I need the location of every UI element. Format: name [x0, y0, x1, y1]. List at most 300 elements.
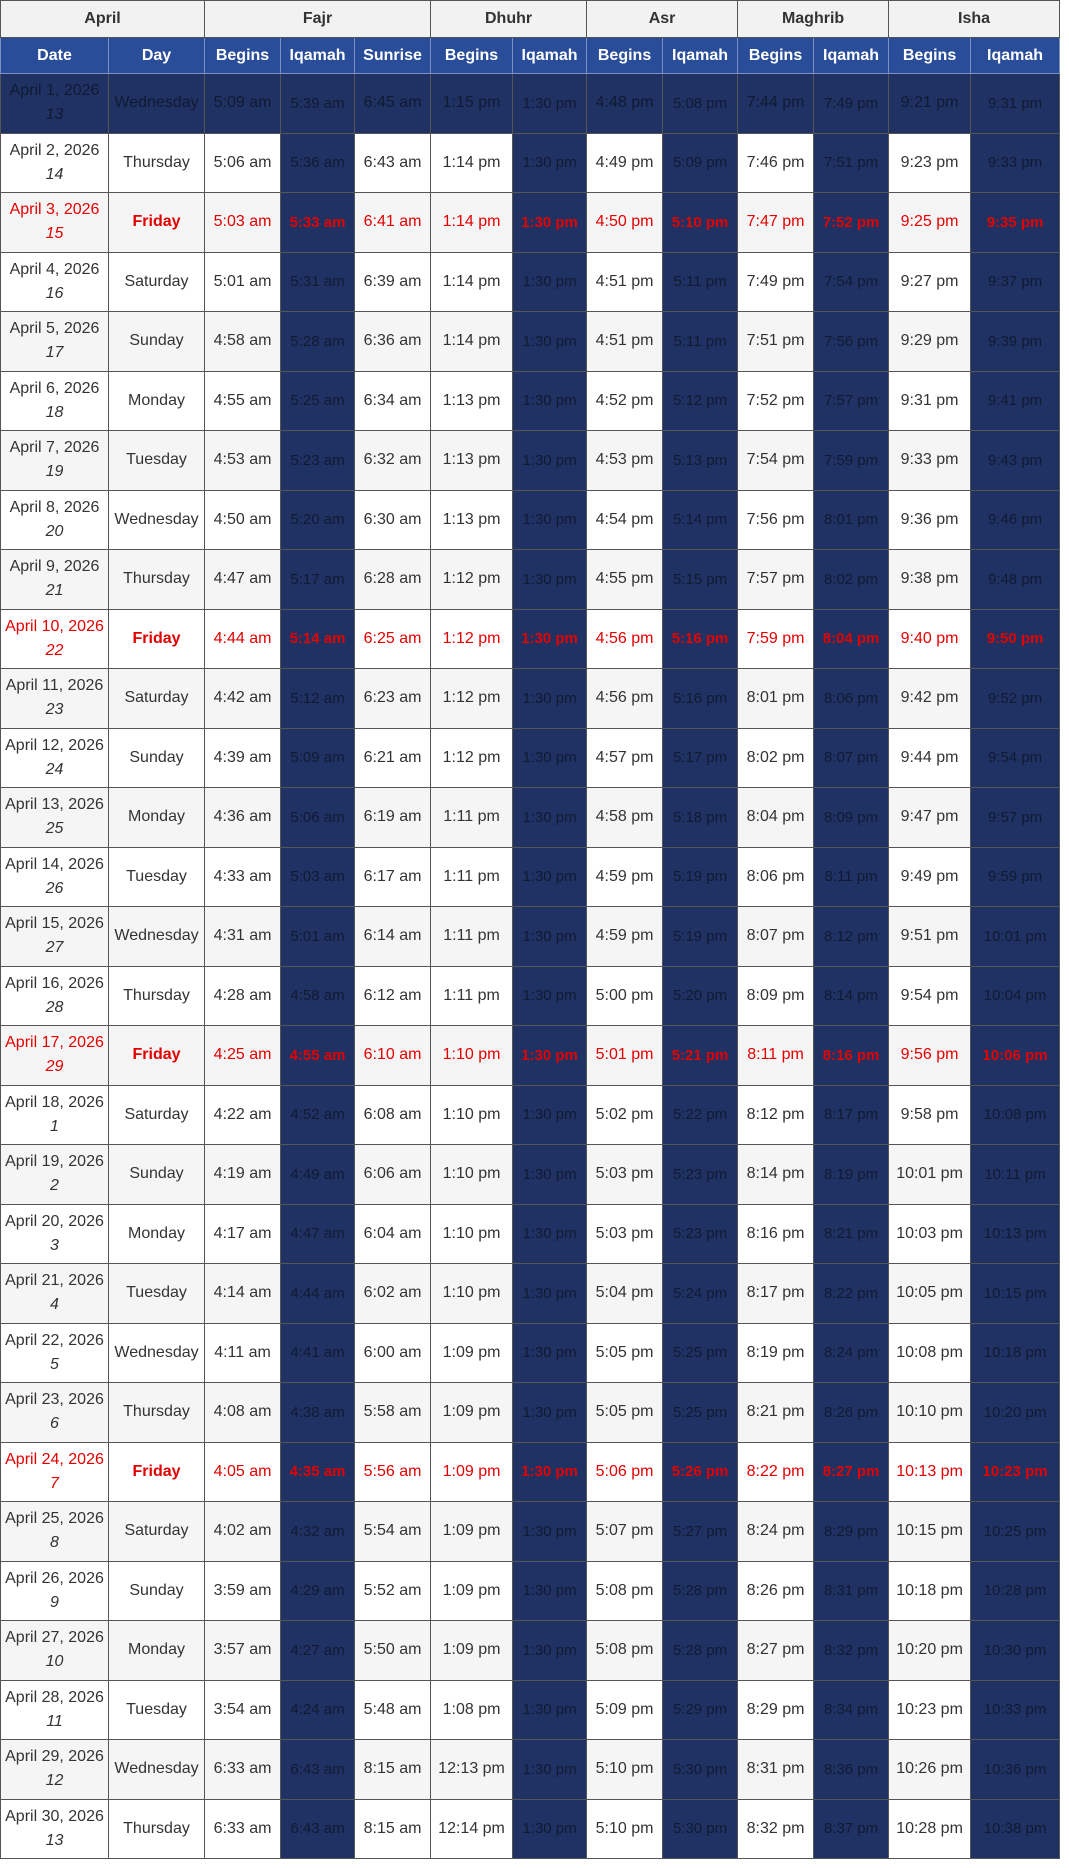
date-cell: [1, 1085, 109, 1145]
month-header: April: [1, 1, 205, 38]
gregorian-date: April 26, 2026: [5, 1569, 104, 1587]
isha-begins-cell: 9:21 pm: [889, 74, 971, 134]
fajr-iqamah-cell: 5:01 am: [281, 907, 355, 967]
asr-begins-cell: 5:09 pm: [587, 1680, 663, 1740]
fajr-begins-cell: 4:28 am: [205, 966, 281, 1026]
date-cell: [1, 1502, 109, 1562]
hijri-day: 7: [50, 1474, 59, 1492]
table-row: [1, 1621, 1060, 1681]
isha-iqamah-cell: 9:52 pm: [971, 669, 1060, 729]
date-cell: [1, 1442, 109, 1502]
day-cell: Thursday: [109, 550, 205, 610]
asr-begins-cell: 4:56 pm: [587, 609, 663, 669]
dhuhr-begins-cell: 1:09 pm: [431, 1502, 513, 1562]
day-cell: Friday: [109, 1026, 205, 1086]
fajr-begins-cell: 4:42 am: [205, 669, 281, 729]
isha-iqamah-cell: 9:50 pm: [971, 609, 1060, 669]
asr-begins-cell: 5:05 pm: [587, 1323, 663, 1383]
fajr-begins-cell: 5:09 am: [205, 74, 281, 134]
day-cell: Tuesday: [109, 847, 205, 907]
gregorian-date: April 29, 2026: [5, 1748, 104, 1766]
sunrise-cell: 5:52 am: [355, 1561, 431, 1621]
maghrib-begins-cell: 8:06 pm: [738, 847, 814, 907]
dhuhr-iqamah-cell: 1:30 pm: [513, 1442, 587, 1502]
isha-iqamah-cell: 10:20 pm: [971, 1383, 1060, 1443]
sunrise-cell: 6:23 am: [355, 669, 431, 729]
maghrib-iqamah-cell: 8:29 pm: [814, 1502, 889, 1562]
table-row: [1, 1799, 1060, 1859]
hijri-day: 11: [46, 1712, 63, 1730]
isha-begins-cell: 10:23 pm: [889, 1680, 971, 1740]
maghrib-begins-header: Begins: [738, 38, 814, 74]
isha-begins-cell: 9:36 pm: [889, 490, 971, 550]
isha-begins-cell: 9:31 pm: [889, 371, 971, 431]
fajr-begins-cell: 4:31 am: [205, 907, 281, 967]
hijri-day: 28: [45, 998, 64, 1016]
sunrise-cell: 6:06 am: [355, 1145, 431, 1205]
fajr-begins-cell: 4:44 am: [205, 609, 281, 669]
maghrib-begins-cell: 8:26 pm: [738, 1561, 814, 1621]
day-cell: Wednesday: [109, 74, 205, 134]
fajr-begins-cell: 4:50 am: [205, 490, 281, 550]
maghrib-iqamah-cell: 8:06 pm: [814, 669, 889, 729]
fajr-begins-cell: 5:01 am: [205, 252, 281, 312]
dhuhr-iqamah-cell: 1:30 pm: [513, 1740, 587, 1800]
hijri-day: 1: [50, 1117, 59, 1135]
maghrib-iqamah-header: Iqamah: [814, 38, 889, 74]
isha-iqamah-cell: 10:11 pm: [971, 1145, 1060, 1205]
day-cell: Friday: [109, 1442, 205, 1502]
gregorian-date: April 25, 2026: [5, 1510, 104, 1528]
isha-iqamah-cell: 9:39 pm: [971, 312, 1060, 372]
asr-iqamah-cell: 5:15 pm: [663, 550, 738, 610]
maghrib-begins-cell: 7:51 pm: [738, 312, 814, 372]
dhuhr-iqamah-cell: 1:30 pm: [513, 669, 587, 729]
table-row: [1, 1680, 1060, 1740]
day-cell: Saturday: [109, 1085, 205, 1145]
gregorian-date: April 3, 2026: [9, 201, 100, 219]
maghrib-begins-cell: 8:22 pm: [738, 1442, 814, 1502]
dhuhr-iqamah-cell: 1:30 pm: [513, 1799, 587, 1859]
dhuhr-begins-cell: 1:10 pm: [431, 1145, 513, 1205]
maghrib-begins-cell: 7:44 pm: [738, 74, 814, 134]
maghrib-iqamah-cell: 8:34 pm: [814, 1680, 889, 1740]
day-cell: Sunday: [109, 728, 205, 788]
date-cell: [1, 550, 109, 610]
asr-begins-cell: 5:02 pm: [587, 1085, 663, 1145]
dhuhr-begins-cell: 1:12 pm: [431, 728, 513, 788]
date-cell: [1, 1799, 109, 1859]
dhuhr-iqamah-cell: 1:30 pm: [513, 728, 587, 788]
maghrib-begins-cell: 7:59 pm: [738, 609, 814, 669]
maghrib-begins-cell: 8:32 pm: [738, 1799, 814, 1859]
dhuhr-iqamah-cell: 1:30 pm: [513, 1085, 587, 1145]
sunrise-cell: 8:15 am: [355, 1740, 431, 1800]
maghrib-begins-cell: 7:56 pm: [738, 490, 814, 550]
maghrib-begins-cell: 8:04 pm: [738, 788, 814, 848]
maghrib-iqamah-cell: 7:57 pm: [814, 371, 889, 431]
dhuhr-iqamah-cell: 1:30 pm: [513, 133, 587, 193]
gregorian-date: April 27, 2026: [5, 1629, 104, 1647]
table-row: [1, 1502, 1060, 1562]
dhuhr-begins-cell: 1:08 pm: [431, 1680, 513, 1740]
fajr-iqamah-cell: 6:43 am: [281, 1740, 355, 1800]
asr-begins-cell: 5:07 pm: [587, 1502, 663, 1562]
table-row: [1, 1383, 1060, 1443]
asr-begins-cell: 4:48 pm: [587, 74, 663, 134]
isha-begins-cell: 9:56 pm: [889, 1026, 971, 1086]
asr-iqamah-cell: 5:29 pm: [663, 1680, 738, 1740]
table-row: [1, 966, 1060, 1026]
date-cell: [1, 312, 109, 372]
asr-iqamah-cell: 5:12 pm: [663, 371, 738, 431]
asr-begins-cell: 4:52 pm: [587, 371, 663, 431]
dhuhr-begins-cell: 1:11 pm: [431, 966, 513, 1026]
isha-begins-cell: 9:38 pm: [889, 550, 971, 610]
table-row: [1, 1561, 1060, 1621]
dhuhr-iqamah-cell: 1:30 pm: [513, 550, 587, 610]
asr-begins-cell: 5:03 pm: [587, 1145, 663, 1205]
sunrise-cell: 6:04 am: [355, 1204, 431, 1264]
hijri-day: 29: [45, 1058, 64, 1076]
fajr-iqamah-cell: 4:32 am: [281, 1502, 355, 1562]
date-cell: [1, 74, 109, 134]
asr-begins-cell: 4:50 pm: [587, 193, 663, 253]
isha-iqamah-cell: 10:08 pm: [971, 1085, 1060, 1145]
fajr-iqamah-cell: 5:36 am: [281, 133, 355, 193]
dhuhr-begins-cell: 1:13 pm: [431, 490, 513, 550]
date-cell: [1, 1323, 109, 1383]
table-row: [1, 1085, 1060, 1145]
isha-iqamah-cell: 10:30 pm: [971, 1621, 1060, 1681]
gregorian-date: April 11, 2026: [5, 677, 104, 695]
maghrib-begins-cell: 7:54 pm: [738, 431, 814, 491]
isha-iqamah-cell: 10:38 pm: [971, 1799, 1060, 1859]
fajr-begins-cell: 4:19 am: [205, 1145, 281, 1205]
isha-begins-cell: 9:51 pm: [889, 907, 971, 967]
dhuhr-iqamah-cell: 1:30 pm: [513, 788, 587, 848]
fajr-iqamah-cell: 4:41 am: [281, 1323, 355, 1383]
isha-iqamah-cell: 9:54 pm: [971, 728, 1060, 788]
asr-begins-cell: 5:08 pm: [587, 1621, 663, 1681]
asr-begins-cell: 5:04 pm: [587, 1264, 663, 1324]
day-cell: Tuesday: [109, 431, 205, 491]
dhuhr-iqamah-cell: 1:30 pm: [513, 371, 587, 431]
hijri-day: 20: [45, 522, 64, 540]
day-cell: Monday: [109, 788, 205, 848]
dhuhr-iqamah-cell: 1:30 pm: [513, 74, 587, 134]
hijri-day: 4: [50, 1296, 59, 1314]
date-cell: [1, 1383, 109, 1443]
asr-begins-cell: 4:59 pm: [587, 847, 663, 907]
maghrib-iqamah-cell: 8:16 pm: [814, 1026, 889, 1086]
maghrib-begins-cell: 8:17 pm: [738, 1264, 814, 1324]
asr-begins-cell: 5:00 pm: [587, 966, 663, 1026]
sunrise-cell: 6:08 am: [355, 1085, 431, 1145]
sunrise-cell: 6:45 am: [355, 74, 431, 134]
asr-begins-cell: 4:55 pm: [587, 550, 663, 610]
gregorian-date: April 8, 2026: [9, 498, 100, 516]
asr-iqamah-cell: 5:16 pm: [663, 669, 738, 729]
dhuhr-begins-cell: 1:14 pm: [431, 133, 513, 193]
table-row: [1, 74, 1060, 134]
asr-begins-cell: 4:59 pm: [587, 907, 663, 967]
fajr-iqamah-cell: 5:12 am: [281, 669, 355, 729]
asr-iqamah-cell: 5:24 pm: [663, 1264, 738, 1324]
maghrib-begins-cell: 8:07 pm: [738, 907, 814, 967]
fajr-iqamah-cell: 4:24 am: [281, 1680, 355, 1740]
isha-begins-cell: 10:01 pm: [889, 1145, 971, 1205]
asr-iqamah-cell: 5:28 pm: [663, 1561, 738, 1621]
maghrib-iqamah-cell: 8:17 pm: [814, 1085, 889, 1145]
asr-iqamah-cell: 5:11 pm: [663, 252, 738, 312]
maghrib-iqamah-cell: 8:02 pm: [814, 550, 889, 610]
table-row: [1, 1026, 1060, 1086]
hijri-day: 13: [45, 106, 64, 124]
maghrib-iqamah-cell: 8:14 pm: [814, 966, 889, 1026]
hijri-day: 26: [45, 879, 64, 897]
day-cell: Monday: [109, 1204, 205, 1264]
date-cell: [1, 1145, 109, 1205]
isha-iqamah-cell: 9:35 pm: [971, 193, 1060, 253]
gregorian-date: April 10, 2026: [5, 617, 104, 635]
day-cell: Monday: [109, 1621, 205, 1681]
dhuhr-begins-cell: 1:15 pm: [431, 74, 513, 134]
sunrise-cell: 5:48 am: [355, 1680, 431, 1740]
fajr-begins-cell: 3:59 am: [205, 1561, 281, 1621]
maghrib-begins-cell: 8:31 pm: [738, 1740, 814, 1800]
maghrib-iqamah-cell: 7:52 pm: [814, 193, 889, 253]
hijri-day: 14: [45, 165, 64, 183]
sunrise-cell: 6:34 am: [355, 371, 431, 431]
table-row: [1, 1204, 1060, 1264]
table-row: [1, 1264, 1060, 1324]
fajr-begins-cell: 6:33 am: [205, 1799, 281, 1859]
sunrise-cell: 6:36 am: [355, 312, 431, 372]
hijri-day: 16: [45, 284, 64, 302]
sunrise-cell: 6:19 am: [355, 788, 431, 848]
date-cell: [1, 1740, 109, 1800]
table-row: [1, 550, 1060, 610]
asr-begins-cell: 4:56 pm: [587, 669, 663, 729]
hijri-day: 18: [45, 403, 64, 421]
asr-begins-header: Begins: [587, 38, 663, 74]
dhuhr-iqamah-cell: 1:30 pm: [513, 1323, 587, 1383]
asr-iqamah-cell: 5:23 pm: [663, 1145, 738, 1205]
maghrib-group-header: Maghrib: [738, 1, 889, 38]
asr-iqamah-cell: 5:27 pm: [663, 1502, 738, 1562]
fajr-begins-cell: 5:06 am: [205, 133, 281, 193]
sunrise-header: Sunrise: [355, 38, 431, 74]
asr-iqamah-cell: 5:09 pm: [663, 133, 738, 193]
isha-begins-header: Begins: [889, 38, 971, 74]
gregorian-date: April 1, 2026: [9, 82, 100, 100]
sunrise-cell: 6:28 am: [355, 550, 431, 610]
maghrib-begins-cell: 7:57 pm: [738, 550, 814, 610]
dhuhr-iqamah-cell: 1:30 pm: [513, 1204, 587, 1264]
table-row: [1, 728, 1060, 788]
fajr-iqamah-cell: 4:29 am: [281, 1561, 355, 1621]
group-header-row: [1, 1, 1060, 38]
maghrib-iqamah-cell: 8:26 pm: [814, 1383, 889, 1443]
isha-begins-cell: 10:18 pm: [889, 1561, 971, 1621]
fajr-iqamah-cell: 4:44 am: [281, 1264, 355, 1324]
day-cell: Tuesday: [109, 1680, 205, 1740]
fajr-begins-cell: 4:22 am: [205, 1085, 281, 1145]
isha-begins-cell: 10:05 pm: [889, 1264, 971, 1324]
maghrib-begins-cell: 7:49 pm: [738, 252, 814, 312]
fajr-iqamah-cell: 4:27 am: [281, 1621, 355, 1681]
fajr-iqamah-cell: 5:31 am: [281, 252, 355, 312]
dhuhr-iqamah-cell: 1:30 pm: [513, 907, 587, 967]
sunrise-cell: 6:41 am: [355, 193, 431, 253]
fajr-iqamah-cell: 4:52 am: [281, 1085, 355, 1145]
maghrib-iqamah-cell: 8:09 pm: [814, 788, 889, 848]
gregorian-date: April 17, 2026: [5, 1034, 104, 1052]
date-cell: [1, 1621, 109, 1681]
fajr-iqamah-cell: 4:58 am: [281, 966, 355, 1026]
isha-begins-cell: 10:08 pm: [889, 1323, 971, 1383]
maghrib-begins-cell: 8:16 pm: [738, 1204, 814, 1264]
maghrib-begins-cell: 8:19 pm: [738, 1323, 814, 1383]
fajr-begins-cell: 4:55 am: [205, 371, 281, 431]
maghrib-iqamah-cell: 8:19 pm: [814, 1145, 889, 1205]
maghrib-begins-cell: 8:01 pm: [738, 669, 814, 729]
fajr-begins-cell: 3:54 am: [205, 1680, 281, 1740]
fajr-begins-cell: 4:25 am: [205, 1026, 281, 1086]
isha-begins-cell: 9:58 pm: [889, 1085, 971, 1145]
isha-iqamah-cell: 10:23 pm: [971, 1442, 1060, 1502]
fajr-begins-cell: 5:03 am: [205, 193, 281, 253]
isha-iqamah-cell: 10:18 pm: [971, 1323, 1060, 1383]
dhuhr-begins-cell: 1:12 pm: [431, 550, 513, 610]
gregorian-date: April 23, 2026: [5, 1391, 104, 1409]
day-cell: Thursday: [109, 1383, 205, 1443]
maghrib-iqamah-cell: 7:59 pm: [814, 431, 889, 491]
table-row: [1, 133, 1060, 193]
maghrib-begins-cell: 8:02 pm: [738, 728, 814, 788]
dhuhr-begins-cell: 12:13 pm: [431, 1740, 513, 1800]
date-cell: [1, 1204, 109, 1264]
dhuhr-begins-cell: 1:09 pm: [431, 1621, 513, 1681]
isha-begins-cell: 9:47 pm: [889, 788, 971, 848]
dhuhr-begins-cell: 1:09 pm: [431, 1383, 513, 1443]
fajr-iqamah-header: Iqamah: [281, 38, 355, 74]
asr-group-header: Asr: [587, 1, 738, 38]
fajr-iqamah-cell: 5:28 am: [281, 312, 355, 372]
maghrib-begins-cell: 7:46 pm: [738, 133, 814, 193]
dhuhr-begins-cell: 1:10 pm: [431, 1085, 513, 1145]
sunrise-cell: 6:02 am: [355, 1264, 431, 1324]
date-cell: [1, 847, 109, 907]
table-row: [1, 431, 1060, 491]
asr-iqamah-cell: 5:18 pm: [663, 788, 738, 848]
day-column-header: Day: [109, 38, 205, 74]
date-cell: [1, 669, 109, 729]
sunrise-cell: 6:17 am: [355, 847, 431, 907]
asr-begins-cell: 5:03 pm: [587, 1204, 663, 1264]
fajr-group-header: Fajr: [205, 1, 431, 38]
fajr-iqamah-cell: 5:14 am: [281, 609, 355, 669]
hijri-day: 21: [45, 582, 64, 600]
fajr-iqamah-cell: 4:35 am: [281, 1442, 355, 1502]
maghrib-iqamah-cell: 8:21 pm: [814, 1204, 889, 1264]
isha-iqamah-cell: 10:04 pm: [971, 966, 1060, 1026]
asr-iqamah-cell: 5:22 pm: [663, 1085, 738, 1145]
maghrib-iqamah-cell: 7:51 pm: [814, 133, 889, 193]
hijri-day: 3: [50, 1236, 59, 1254]
sunrise-cell: 5:50 am: [355, 1621, 431, 1681]
asr-iqamah-cell: 5:16 pm: [663, 609, 738, 669]
gregorian-date: April 4, 2026: [9, 260, 100, 278]
sunrise-cell: 5:58 am: [355, 1383, 431, 1443]
fajr-iqamah-cell: 5:23 am: [281, 431, 355, 491]
fajr-iqamah-cell: 5:39 am: [281, 74, 355, 134]
isha-iqamah-cell: 10:33 pm: [971, 1680, 1060, 1740]
isha-begins-cell: 10:15 pm: [889, 1502, 971, 1562]
isha-begins-cell: 9:27 pm: [889, 252, 971, 312]
gregorian-date: April 18, 2026: [5, 1093, 104, 1111]
asr-iqamah-cell: 5:20 pm: [663, 966, 738, 1026]
maghrib-begins-cell: 8:09 pm: [738, 966, 814, 1026]
gregorian-date: April 7, 2026: [9, 439, 100, 457]
fajr-begins-cell: 6:33 am: [205, 1740, 281, 1800]
dhuhr-begins-cell: 1:14 pm: [431, 312, 513, 372]
gregorian-date: April 13, 2026: [5, 796, 104, 814]
fajr-begins-cell: 4:02 am: [205, 1502, 281, 1562]
fajr-begins-cell: 3:57 am: [205, 1621, 281, 1681]
fajr-iqamah-cell: 5:20 am: [281, 490, 355, 550]
isha-iqamah-cell: 10:25 pm: [971, 1502, 1060, 1562]
sunrise-cell: 6:30 am: [355, 490, 431, 550]
hijri-day: 25: [45, 820, 64, 838]
dhuhr-begins-cell: 1:14 pm: [431, 252, 513, 312]
isha-iqamah-cell: 9:37 pm: [971, 252, 1060, 312]
date-cell: [1, 431, 109, 491]
table-row: [1, 669, 1060, 729]
asr-iqamah-cell: 5:08 pm: [663, 74, 738, 134]
isha-begins-cell: 10:28 pm: [889, 1799, 971, 1859]
table-row: [1, 609, 1060, 669]
table-row: [1, 371, 1060, 431]
fajr-iqamah-cell: 6:43 am: [281, 1799, 355, 1859]
dhuhr-begins-cell: 1:10 pm: [431, 1026, 513, 1086]
dhuhr-iqamah-cell: 1:30 pm: [513, 1026, 587, 1086]
asr-begins-cell: 4:51 pm: [587, 312, 663, 372]
fajr-iqamah-cell: 5:03 am: [281, 847, 355, 907]
maghrib-iqamah-cell: 8:22 pm: [814, 1264, 889, 1324]
dhuhr-begins-cell: 1:09 pm: [431, 1323, 513, 1383]
maghrib-begins-cell: 8:27 pm: [738, 1621, 814, 1681]
day-cell: Thursday: [109, 966, 205, 1026]
day-cell: Friday: [109, 609, 205, 669]
asr-iqamah-cell: 5:25 pm: [663, 1323, 738, 1383]
isha-iqamah-cell: 10:01 pm: [971, 907, 1060, 967]
maghrib-iqamah-cell: 7:56 pm: [814, 312, 889, 372]
isha-begins-cell: 10:10 pm: [889, 1383, 971, 1443]
dhuhr-begins-cell: 1:10 pm: [431, 1204, 513, 1264]
date-cell: [1, 252, 109, 312]
hijri-day: 27: [45, 939, 64, 957]
hijri-day: 19: [45, 463, 64, 481]
dhuhr-iqamah-cell: 1:30 pm: [513, 1145, 587, 1205]
day-cell: Sunday: [109, 1561, 205, 1621]
maghrib-begins-cell: 7:52 pm: [738, 371, 814, 431]
asr-iqamah-cell: 5:21 pm: [663, 1026, 738, 1086]
date-cell: [1, 609, 109, 669]
fajr-iqamah-cell: 5:33 am: [281, 193, 355, 253]
fajr-iqamah-cell: 4:55 am: [281, 1026, 355, 1086]
